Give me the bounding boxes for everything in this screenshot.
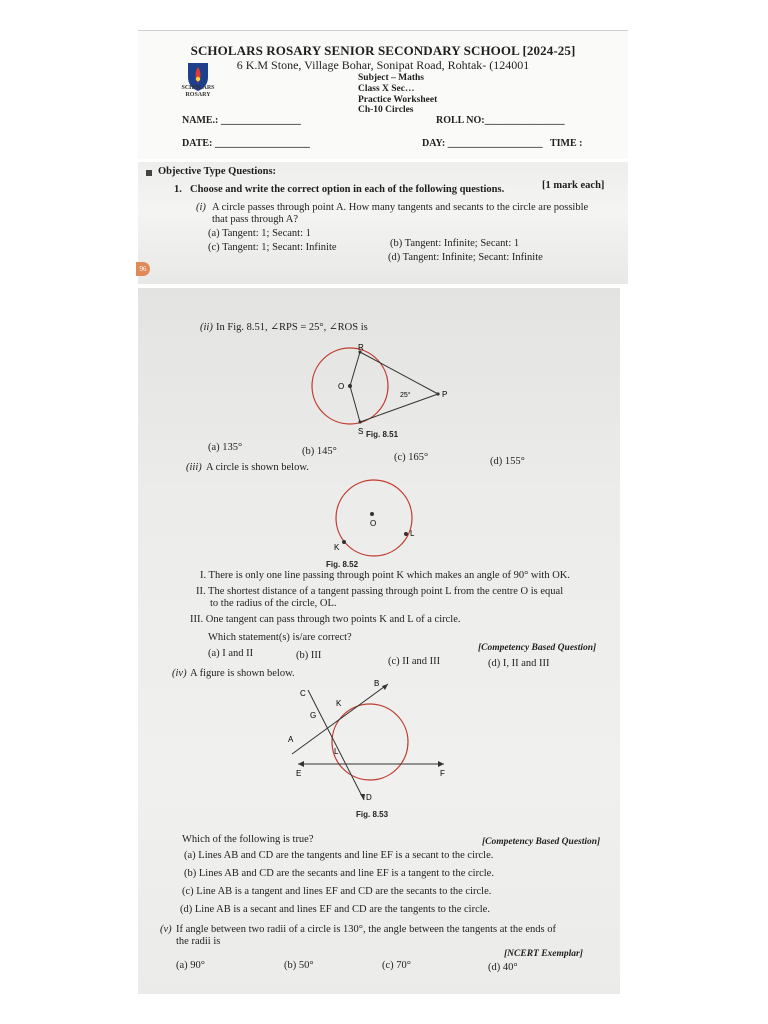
q3-option-d[interactable]: (d) I, II and III — [488, 658, 550, 669]
q5-option-b[interactable]: (b) 50° — [284, 960, 314, 971]
q5-text-2: the radii is — [176, 936, 221, 947]
q4-ask: Which of the following is true? — [182, 834, 314, 845]
q1-option-a[interactable]: (a) Tangent: 1; Secant: 1 — [208, 228, 311, 239]
time-field[interactable]: TIME : — [550, 138, 583, 149]
fig-8-52-caption: Fig. 8.52 — [326, 560, 359, 569]
logo-text: SCHOLARS ROSARY — [181, 85, 215, 98]
q5-option-c[interactable]: (c) 70° — [382, 960, 411, 971]
school-name: SCHOLARS ROSARY SENIOR SECONDARY SCHOOL [2024-25] — [190, 43, 576, 58]
q3-option-b[interactable]: (b) III — [296, 650, 322, 661]
objective-section — [138, 162, 628, 284]
chapter-line: Ch-10 Circles — [358, 105, 414, 115]
class-line: Class X Sec… — [358, 84, 415, 94]
instruction-text: Choose and write the correct option in each of the following questions. — [190, 184, 505, 195]
q4-option-b[interactable]: (b) Lines AB and CD are the secants and line EF is a tangent to the circle. — [184, 868, 494, 879]
fig51-label-s: S — [358, 427, 364, 436]
fig51-label-p: P — [442, 390, 448, 399]
day-field[interactable]: DAY: ___________________ — [422, 138, 543, 149]
q4-option-d[interactable]: (d) Line AB is a secant and lines EF and CD are the tangents to the circle. — [180, 904, 490, 915]
fig53-label-f: F — [440, 769, 445, 778]
fig52-label-o: O — [370, 519, 377, 528]
q4-option-a[interactable]: (a) Lines AB and CD are the tangents and line EF is a secant to the circle. — [184, 850, 494, 861]
bullet-icon — [146, 170, 152, 176]
worksheet-line: Practice Worksheet — [358, 95, 438, 105]
fig51-angle-label: 25° — [400, 392, 411, 399]
fig53-label-e: E — [296, 769, 302, 778]
fig53-label-g: G — [310, 711, 317, 720]
worksheet-header — [138, 30, 628, 159]
fig-8-53-caption: Fig. 8.53 — [356, 810, 389, 819]
roll-no-field[interactable]: ROLL NO:________________ — [436, 115, 565, 126]
fig53-label-c: C — [300, 689, 306, 698]
instruction-number: 1. — [174, 184, 182, 195]
figure-8-51 — [298, 342, 468, 442]
q1-text-2: that pass through A? — [212, 214, 299, 225]
marks-label: [1 mark each] — [542, 180, 605, 191]
fig53-label-l: L — [334, 747, 339, 756]
fig51-label-r: R — [358, 343, 364, 352]
fig-8-51-caption: Fig. 8.51 — [366, 430, 399, 439]
q5-tag: [NCERT Exemplar] — [504, 949, 583, 959]
q5-option-a[interactable]: (a) 90° — [176, 960, 205, 971]
fig53-label-b: B — [374, 679, 380, 688]
q3-statement-3: III. One tangent can pass through two points K and L of a circle. — [190, 614, 461, 625]
fig53-label-d: D — [366, 793, 372, 802]
q1-option-c[interactable]: (c) Tangent: 1; Secant: Infinite — [208, 242, 337, 253]
q3-option-a[interactable]: (a) I and II — [208, 648, 254, 659]
q4-text: A figure is shown below. — [190, 668, 295, 679]
fig51-label-o: O — [338, 382, 345, 391]
q4-tag: [Competency Based Question] — [482, 837, 601, 847]
page-number-tab: 96 — [136, 262, 150, 276]
q3-tag: [Competency Based Question] — [478, 643, 597, 653]
name-field[interactable]: NAME.: ________________ — [182, 115, 301, 126]
fig53-label-a: A — [288, 735, 294, 744]
subject-line: Subject – Maths — [358, 73, 424, 83]
q1-text-1: A circle passes through point A. How many tangents and secants to the circle are possible — [212, 202, 589, 213]
q4-option-c[interactable]: (c) Line AB is a tangent and lines EF and CD are the secants to the circle. — [182, 886, 492, 897]
q1-option-d[interactable]: (d) Tangent: Infinite; Secant: Infinite — [388, 252, 543, 263]
questions-page — [138, 288, 620, 994]
q3-number: (iii) — [186, 462, 202, 473]
q2-text: In Fig. 8.51, ∠RPS = 25°, ∠ROS is — [216, 322, 368, 333]
q3-statement-2b: to the radius of the circle, OL. — [210, 598, 337, 609]
q2-number: (ii) — [200, 322, 213, 333]
q3-text: A circle is shown below. — [206, 462, 309, 473]
q1-number: (i) — [196, 202, 206, 213]
q2-option-a[interactable]: (a) 135° — [208, 442, 243, 453]
q3-statement-1: I. There is only one line passing through point K which makes an angle of 90° with OK. — [200, 570, 570, 581]
q3-statement-2a: II. The shortest distance of a tangent passing through point L from the centre O is equal — [196, 586, 564, 597]
figure-8-52 — [324, 478, 424, 558]
fig52-label-l: L — [410, 529, 415, 538]
q2-option-b[interactable]: (b) 145° — [302, 446, 337, 457]
fig53-label-k: K — [336, 699, 342, 708]
q4-number: (iv) — [172, 668, 187, 679]
q2-option-d[interactable]: (d) 155° — [490, 456, 525, 467]
q2-option-c[interactable]: (c) 165° — [394, 452, 429, 463]
fig52-label-k: K — [334, 543, 340, 552]
q5-option-d[interactable]: (d) 40° — [488, 962, 518, 973]
q5-text-1: If angle between two radii of a circle is 130°, the angle between the tangents at the ends of — [176, 924, 557, 935]
date-field[interactable]: DATE: ___________________ — [182, 138, 310, 149]
q5-number: (v) — [160, 924, 172, 935]
q3-option-c[interactable]: (c) II and III — [388, 656, 441, 667]
school-address: 6 K.M Stone, Village Bohar, Sonipat Road, Rohtak- (124001 — [236, 58, 530, 72]
figure-8-53 — [284, 676, 454, 806]
q1-option-b[interactable]: (b) Tangent: Infinite; Secant: 1 — [390, 238, 520, 249]
section-heading: Objective Type Questions: — [158, 166, 277, 177]
q3-ask: Which statement(s) is/are correct? — [208, 632, 352, 643]
